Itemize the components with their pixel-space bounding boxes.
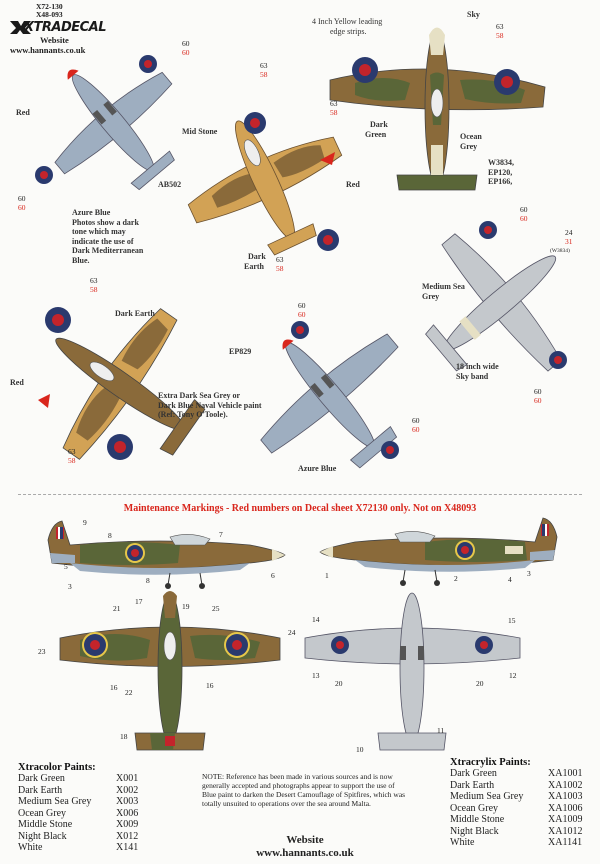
maintenance-title: Maintenance Markings - Red numbers on Decal sheet X72130 only. Not on X48093 (123, 503, 477, 514)
serial-line: EP120, (488, 167, 513, 177)
maint-num: 9 (83, 518, 87, 527)
paint-row (450, 768, 582, 780)
note-line: indicate the use of (72, 236, 134, 246)
note-line: Azure Blue (72, 208, 111, 217)
note-line: Photos show a dark (72, 217, 139, 227)
aircraft-2-label-red: Red (346, 180, 360, 189)
paint-code: XA1002 (548, 779, 583, 791)
paint-code: X003 (116, 796, 139, 807)
maint-num: 14 (312, 615, 320, 624)
aircraft-6-label-azure: Azure Blue (298, 464, 337, 473)
maint-num: 3 (68, 582, 72, 591)
aircraft-6-num-b: 60 (298, 310, 306, 319)
paint-row (450, 780, 582, 792)
aircraft-3-label-grey-2: Grey (460, 142, 478, 151)
aircraft-3-label-sky: Sky (467, 10, 480, 19)
footer-website (225, 834, 385, 860)
aircraft-5-num-c: 63 (68, 447, 76, 456)
paint-name: Dark Earth (450, 779, 495, 791)
maint-num: 6 (271, 571, 275, 580)
aircraft-1-num-d: 60 (18, 203, 26, 212)
paint-name: Dark Earth (18, 784, 63, 796)
maint-num: 19 (182, 602, 190, 611)
paint-name: White (18, 842, 43, 853)
aircraft-2-num-a: 63 (260, 61, 268, 70)
aircraft-3-top (325, 15, 555, 200)
paint-code: X009 (116, 819, 139, 830)
aircraft-6-underside (238, 300, 423, 490)
paint-row (18, 808, 138, 820)
note-line: Extra Dark Sea Grey or (158, 391, 241, 400)
maint-num: 7 (219, 530, 223, 539)
maint-num: 10 (356, 745, 364, 754)
aircraft-4-num-a: 60 (520, 205, 528, 214)
maint-num: 22 (125, 688, 133, 697)
paint-name: Night Black (18, 830, 67, 842)
maint-num: 21 (113, 604, 121, 613)
note-line: tone which may (72, 227, 126, 236)
paint-name: Night Black (450, 825, 499, 837)
aircraft-1-num-a: 60 (182, 39, 190, 48)
aircraft-6-num-a: 60 (298, 301, 306, 310)
aircraft-3-num-a: 63 (496, 22, 504, 31)
paint-row (450, 803, 582, 815)
aircraft-3-num-d: 58 (330, 108, 338, 117)
note-line: Blue. (72, 255, 90, 265)
maint-num: 2 (454, 574, 458, 583)
paint-code: XA1001 (548, 768, 583, 779)
aircraft-2-num-b: 58 (260, 70, 268, 79)
brand-text: XTRADECAL (24, 20, 107, 35)
maint-num: 3 (527, 569, 531, 578)
aircraft-3-num-b: 58 (496, 31, 504, 40)
maint-num: 18 (120, 732, 128, 741)
paint-name: Dark Green (18, 773, 65, 784)
maint-top-view (55, 588, 285, 768)
paint-row (18, 819, 138, 831)
sheet-code-2: X48-093 (36, 10, 63, 19)
maint-num: 13 (312, 671, 320, 680)
maint-num: 24 (288, 628, 296, 637)
paint-code: X001 (116, 773, 139, 784)
footer-website-url[interactable]: www.hannants.co.uk (256, 847, 354, 859)
paint-row (450, 814, 582, 826)
maint-num: 4 (508, 575, 512, 584)
sheet-code-1: X72-130 (36, 2, 63, 11)
xtracrylix-paints (450, 757, 582, 849)
aircraft-1-serial: AB502 (158, 180, 182, 189)
aircraft-3-label-yellow-2: edge strips. (330, 27, 367, 36)
paint-name: White (450, 837, 475, 848)
note-line: Dark Mediterranean (72, 246, 144, 255)
paint-name: Ocean Grey (450, 802, 499, 814)
note-line: (Ref: Tony O'Toole). (158, 410, 228, 419)
paint-code: XA1141 (548, 837, 583, 848)
aircraft-4-num-g: 60 (534, 396, 542, 405)
aircraft-4-num-b: 60 (520, 214, 528, 223)
maint-num: 1 (325, 571, 329, 580)
aircraft-5-label-earth: Dark Earth (115, 309, 155, 318)
paint-name: Medium Sea Grey (18, 796, 92, 807)
website-url[interactable]: www.hannants.co.uk (10, 45, 86, 55)
paint-row (18, 831, 138, 843)
aircraft-4-num-c: 24 (565, 228, 573, 237)
aircraft-5-num-b: 58 (90, 285, 98, 294)
paint-row (450, 791, 582, 803)
xtracolor-title: Xtracolor Paints: (18, 762, 96, 773)
maint-side-left (40, 515, 290, 590)
aircraft-1-note (72, 208, 143, 265)
maint-underside-view (300, 588, 525, 768)
aircraft-6-num-c: 60 (412, 416, 420, 425)
paint-row (450, 826, 582, 838)
aircraft-5-num-d: 58 (68, 456, 76, 465)
serial-line: EP166, (488, 177, 513, 186)
note-line: Dark Blue Naval Vehicle paint (158, 400, 262, 410)
aircraft-4-label-band-1: 18 inch wide (456, 362, 499, 371)
maint-num: 8 (146, 576, 150, 585)
aircraft-5-num-a: 63 (90, 276, 98, 285)
paint-row (18, 796, 138, 808)
maint-num: 17 (135, 597, 143, 606)
paint-code: X012 (116, 830, 139, 842)
paint-row (18, 785, 138, 797)
aircraft-6-num-d: 60 (412, 425, 420, 434)
paint-code: XA1012 (548, 825, 583, 837)
aircraft-5-label-red: Red (10, 378, 24, 387)
aircraft-3-label-green-2: Green (365, 130, 387, 139)
aircraft-4-label-grey-2: Grey (422, 292, 440, 301)
maint-num: 8 (108, 531, 112, 540)
paint-row (450, 837, 582, 849)
aircraft-2-label-stone: Mid Stone (182, 127, 218, 136)
xtracrylix-title: Xtracrylix Paints: (450, 757, 531, 768)
aircraft-4-num-e: (W3834) (550, 248, 570, 254)
aircraft-3-num-c: 63 (330, 99, 338, 108)
paint-name: Dark Green (450, 768, 497, 779)
paint-name: Middle Stone (18, 819, 73, 830)
maint-num: 12 (509, 671, 517, 680)
paint-row (18, 773, 138, 785)
aircraft-2-label-earth-1: Dark (248, 252, 266, 261)
reference-note: NOTE: Reference has been made in various sources and is now generally accepted and photographs appear to support the use of Blue paint to darken the Desert Camouflage of Spitfires, which was totally unsuited to operations over the sea around Malta. (202, 772, 406, 808)
aircraft-4-label-grey-1: Medium Sea (422, 282, 465, 291)
paint-code: XA1003 (548, 791, 583, 802)
footer-website-label: Website (286, 834, 324, 846)
aircraft-4-label-band-2: Sky band (456, 372, 489, 381)
maint-num: 20 (335, 679, 343, 688)
serial-line: W3834, (488, 158, 514, 167)
aircraft-3-label-green-1: Dark (370, 120, 388, 129)
aircraft-3-label-grey-1: Ocean (460, 132, 482, 141)
paint-name: Middle Stone (450, 814, 505, 825)
paint-code: X006 (116, 807, 139, 819)
paint-code: XA1009 (548, 814, 583, 825)
aircraft-4-num-f: 60 (534, 387, 542, 396)
maint-num: 11 (437, 726, 445, 735)
paint-code: X141 (116, 842, 139, 853)
paint-name: Ocean Grey (18, 807, 67, 819)
maint-num: 16 (206, 681, 214, 690)
maint-num: 5 (64, 562, 68, 571)
paint-row (18, 842, 138, 854)
website-label: Website (40, 35, 69, 45)
aircraft-2-label-earth-2: Earth (244, 262, 264, 271)
aircraft-2-num-d: 58 (276, 264, 284, 273)
section-divider (18, 494, 582, 495)
aircraft-4-num-d: 31 (565, 237, 573, 246)
aircraft-1-num-b: 60 (182, 48, 190, 57)
xtracolor-paints (18, 762, 138, 854)
maint-num: 20 (476, 679, 484, 688)
paint-name: Medium Sea Grey (450, 791, 524, 802)
paint-code: X002 (116, 784, 139, 796)
maint-num: 15 (508, 616, 516, 625)
aircraft-1-label-red: Red (16, 108, 30, 117)
aircraft-3-serials (488, 158, 514, 187)
paint-code: XA1006 (548, 802, 583, 814)
aircraft-2-num-c: 63 (276, 255, 284, 264)
aircraft-1-num-c: 60 (18, 194, 26, 203)
aircraft-6-serial: EP829 (229, 347, 252, 356)
maint-num: 23 (38, 647, 46, 656)
maint-num: 25 (212, 604, 220, 613)
aircraft-3-label-yellow-1: 4 Inch Yellow leading (312, 17, 383, 26)
maint-num: 16 (110, 683, 118, 692)
